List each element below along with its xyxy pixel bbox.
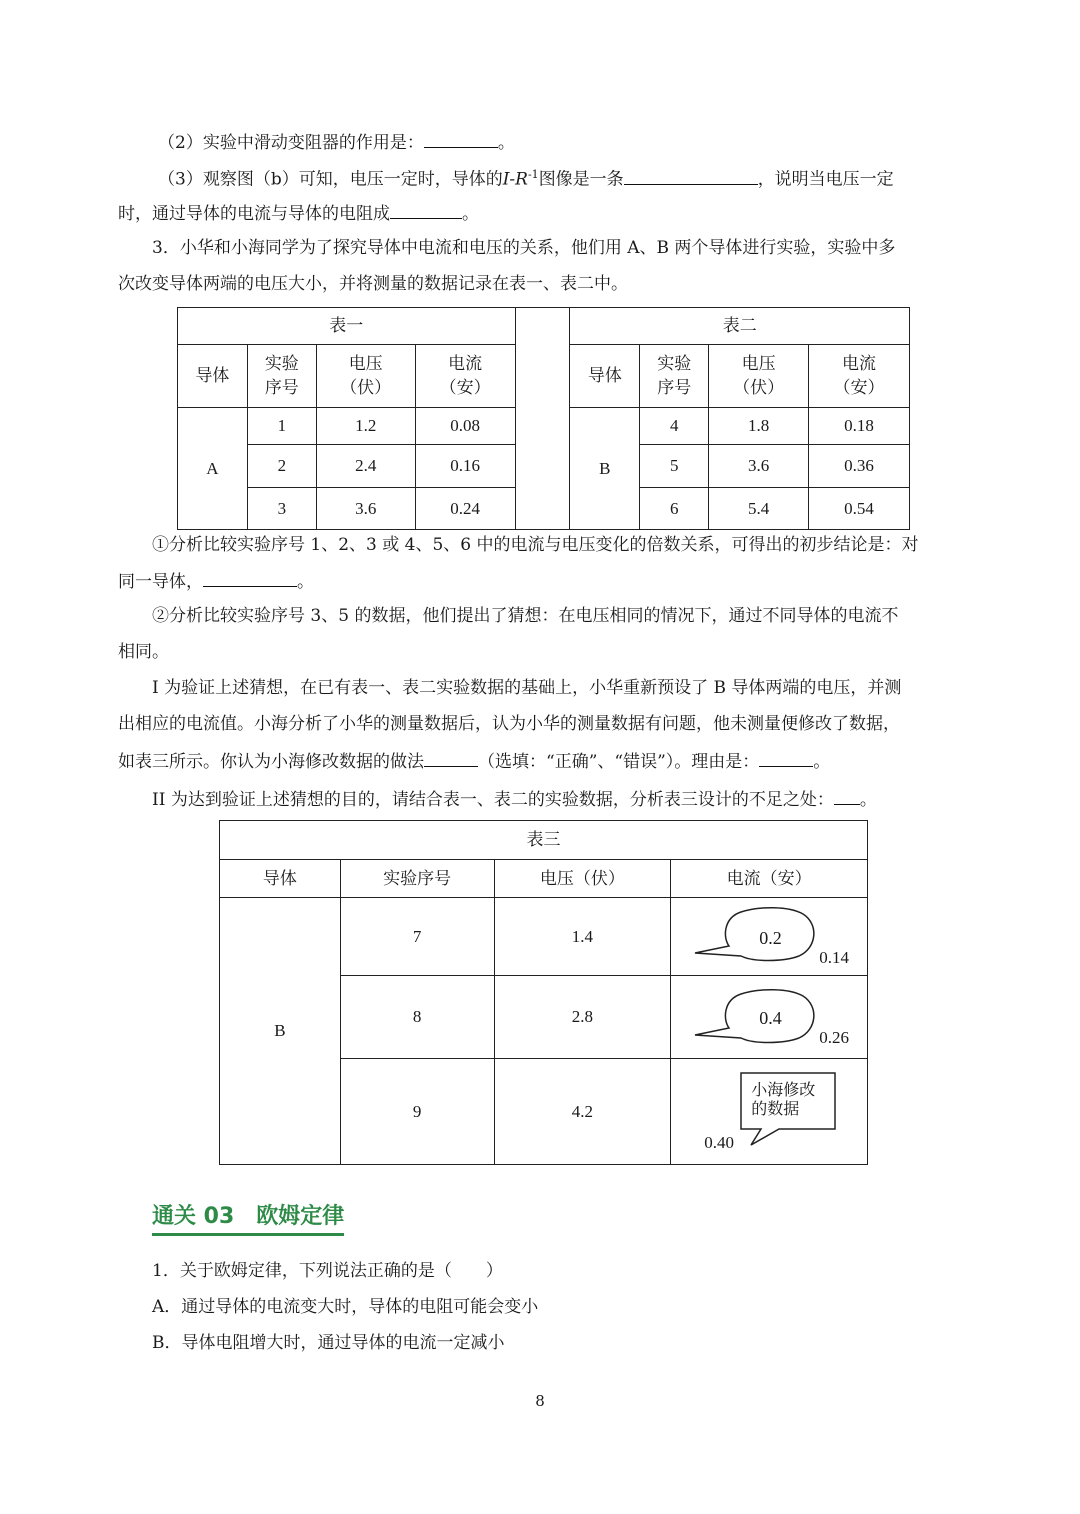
- punct: 。: [462, 204, 479, 224]
- current-cell-9: [671, 1059, 868, 1165]
- original-current: 0.14: [819, 948, 850, 967]
- table-cell: 0.54: [809, 488, 910, 530]
- question-3-text: 时，通过导体的电流与导体的电阻成: [118, 204, 390, 224]
- table-cell: 8: [340, 976, 494, 1059]
- table-cell: 0.08: [415, 408, 515, 445]
- table-cell: 0.16: [415, 445, 515, 488]
- table-cell: 1: [247, 408, 316, 445]
- modified-current: 0.4: [759, 1008, 782, 1028]
- part-ii-line: [152, 786, 877, 812]
- conclusion-2-line-1: ②分析比较实验序号 3、5 的数据，他们提出了猜想：在电压相同的情况下，通过不同导体的电流不: [152, 606, 899, 626]
- question-3-text-mid: 图像是一条: [538, 169, 624, 190]
- question-3-line-1: [158, 163, 894, 192]
- original-current: 0.40: [704, 1133, 735, 1152]
- header-v-l1: 电压: [741, 354, 776, 373]
- part-i-line-1: I 为验证上述猜想，在已有表一、表二实验数据的基础上，小华重新预设了 B 导体两端的电压，并测: [152, 678, 902, 698]
- header-v-l2: （伏）: [733, 378, 785, 397]
- table-cell: 3: [247, 488, 316, 530]
- callout-note-l1: 小海修改: [751, 1080, 816, 1099]
- header-seq-l1: 实验: [264, 354, 299, 373]
- answer-blank[interactable]: [390, 200, 462, 219]
- question-1: 1．关于欧姆定律，下列说法正确的是（ ）: [152, 1261, 503, 1281]
- option-a: A．通过导体的电流变大时，导体的电阻可能会变小: [152, 1297, 539, 1317]
- table-cell: 2.8: [494, 976, 671, 1059]
- part-i-text-mid: （选填：“正确”、“错误”）。理由是：: [478, 752, 760, 772]
- header-voltage: 电压（伏）: [494, 860, 671, 898]
- header-seq: [640, 345, 709, 408]
- conclusion-text: 同一导体，: [118, 572, 203, 592]
- header-v-l1: 电压: [348, 354, 383, 373]
- question-2-text: （2）实验中滑动变阻器的作用是：: [158, 133, 424, 153]
- current-cell-7: [671, 898, 868, 976]
- header-i-l1: 电流: [448, 354, 483, 373]
- question-3-text: （3）观察图（b）可知，电压一定时，导体的: [158, 169, 503, 190]
- table-cell: 4.2: [494, 1059, 671, 1165]
- punct: 。: [497, 133, 515, 153]
- data-table-3: [219, 820, 868, 1165]
- answer-blank[interactable]: [759, 748, 813, 767]
- table-gap: [515, 308, 570, 530]
- part-ii-text: II 为达到验证上述猜想的目的，请结合表一、表二的实验数据，分析表三设计的不足之处：: [152, 790, 834, 810]
- problem-3-line-2: 次改变导体两端的电压大小，并将测量的数据记录在表一、表二中。: [118, 274, 628, 294]
- header-i-l2: （安）: [833, 378, 885, 397]
- table-cell: 1.2: [316, 408, 415, 445]
- header-v-l2: （伏）: [340, 378, 392, 397]
- problem-3-line-1: 3．小华和小海同学为了探究导体中电流和电压的关系，他们用 A、B 两个导体进行实验，实验中多: [152, 238, 896, 258]
- header-current: [415, 345, 515, 408]
- table-cell: 4: [640, 408, 709, 445]
- table-cell: 6: [640, 488, 709, 530]
- table-cell: 2.4: [316, 445, 415, 488]
- conclusion-1-line-1: ①分析比较实验序号 1、2、3 或 4、5、6 中的电流与电压变化的倍数关系，可得出的初步结论是：对: [152, 535, 919, 555]
- header-conductor: 导体: [220, 860, 341, 898]
- header-i-l1: 电流: [842, 354, 877, 373]
- modified-current: 0.2: [759, 928, 782, 948]
- header-current: 电流（安）: [671, 860, 868, 898]
- header-seq: [247, 345, 316, 408]
- data-table-1-2: [177, 307, 910, 530]
- header-current: [809, 345, 910, 408]
- header-seq-l2: 序号: [264, 378, 299, 397]
- table-cell: 1.4: [494, 898, 671, 976]
- part-i-line-2: 出相应的电流值。小海分析了小华的测量数据后，认为小华的测量数据有问题，他未测量便修改了数据，: [118, 714, 900, 734]
- answer-blank[interactable]: [424, 129, 498, 148]
- header-seq-l2: 序号: [657, 378, 692, 397]
- conclusion-1-line-2: [118, 568, 314, 594]
- question-3-text-end: ，说明当电压一定: [757, 169, 894, 190]
- answer-blank[interactable]: [203, 568, 297, 587]
- table-cell: 3.6: [316, 488, 415, 530]
- header-conductor: 导体: [178, 345, 248, 408]
- callout-note-l2: 的数据: [751, 1099, 800, 1118]
- formula-exponent: -1: [527, 168, 539, 181]
- table-cell: 0.18: [809, 408, 910, 445]
- section-title: 通关 03 欧姆定律: [152, 1202, 344, 1236]
- part-i-line-3: [118, 748, 830, 774]
- header-conductor: 导体: [570, 345, 640, 408]
- question-2-line: [158, 129, 515, 155]
- punct: 。: [813, 752, 831, 772]
- header-i-l2: （安）: [439, 378, 491, 397]
- part-i-text: 如表三所示。你认为小海修改数据的做法: [118, 752, 424, 772]
- table-cell: 9: [340, 1059, 494, 1165]
- answer-blank[interactable]: [424, 748, 478, 767]
- answer-blank[interactable]: [834, 786, 860, 805]
- callout-note: [751, 1080, 815, 1118]
- header-voltage: [316, 345, 415, 408]
- table-1-title: 表一: [178, 308, 516, 345]
- table-cell: 2: [247, 445, 316, 488]
- table-2-title: 表二: [570, 308, 910, 345]
- option-b: B．导体电阻增大时，通过导体的电流一定减小: [152, 1333, 505, 1353]
- conductor-b: B: [220, 898, 341, 1165]
- header-seq: 实验序号: [340, 860, 494, 898]
- question-3-line-2: [118, 200, 479, 226]
- conductor-b: B: [570, 408, 640, 530]
- table-3-title: 表三: [220, 821, 868, 860]
- current-cell-8: [671, 976, 868, 1059]
- original-current: 0.26: [819, 1028, 850, 1047]
- formula-variable: I-R: [502, 169, 528, 190]
- punct: 。: [859, 790, 877, 810]
- table-cell: 5: [640, 445, 709, 488]
- header-seq-l1: 实验: [657, 354, 692, 373]
- table-cell: 3.6: [709, 445, 809, 488]
- table-cell: 1.8: [709, 408, 809, 445]
- header-voltage: [709, 345, 809, 408]
- punct: 。: [297, 572, 314, 592]
- table-cell: 7: [340, 898, 494, 976]
- answer-blank[interactable]: [624, 166, 758, 185]
- table-cell: 0.24: [415, 488, 515, 530]
- conclusion-2-line-2: 相同。: [118, 642, 169, 662]
- page-number: 8: [535, 1392, 545, 1410]
- table-cell: 0.36: [809, 445, 910, 488]
- table-cell: 5.4: [709, 488, 809, 530]
- conductor-a: A: [178, 408, 248, 530]
